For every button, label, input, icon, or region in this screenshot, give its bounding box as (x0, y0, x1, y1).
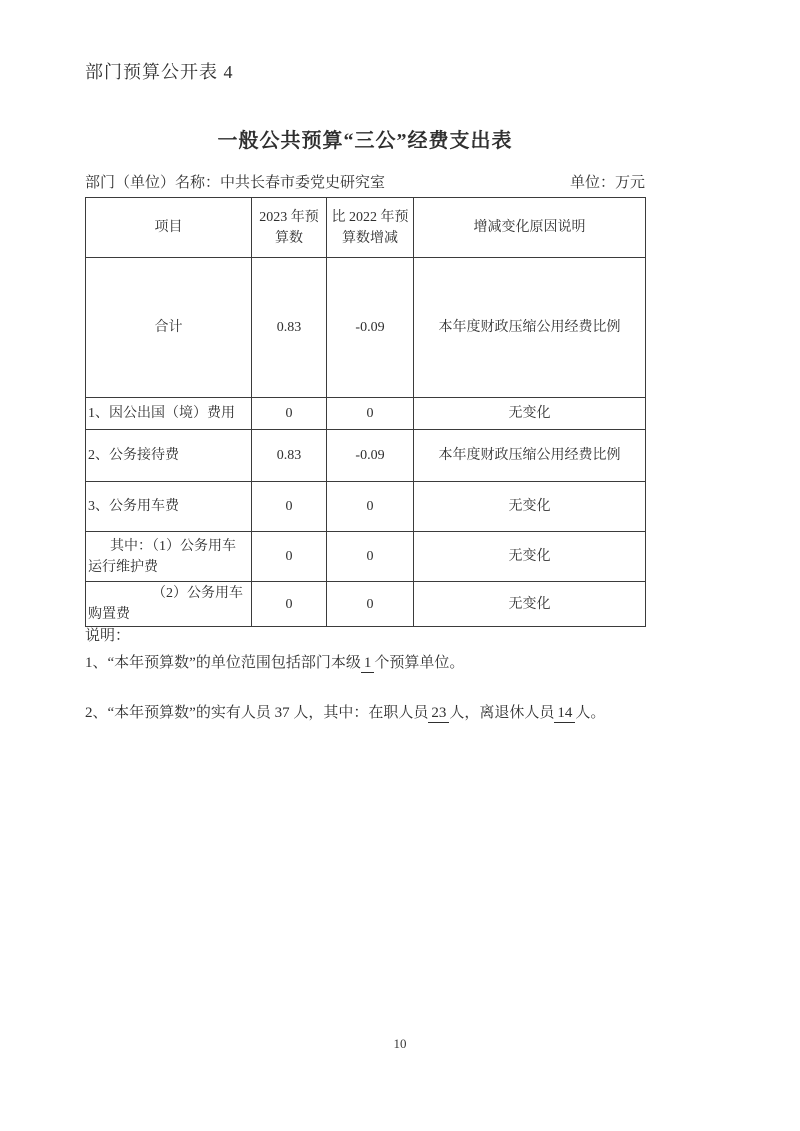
table-row (86, 532, 646, 582)
change-cell: -0.09 (327, 430, 414, 482)
note-line-1 (85, 651, 685, 672)
notes-heading: 说明： (85, 628, 131, 644)
department-name: 中共长春市委党史研究室 (220, 175, 386, 191)
page-title: 一般公共预算“三公”经费支出表 (217, 130, 513, 152)
header-item: 项目 (86, 198, 252, 258)
note1-text-end: 个预算单位。 (374, 655, 465, 671)
reason-cell: 无变化 (414, 482, 646, 532)
note1-text: 1、“本年预算数”的单位范围包括部门本级 (85, 655, 361, 671)
three-public-expense-table (85, 197, 646, 627)
reason-cell: 本年度财政压缩公用经费比例 (414, 258, 646, 398)
reason-cell: 无变化 (414, 398, 646, 430)
note2-underlined-value-2: 14 (554, 705, 575, 723)
header-change-vs-2022: 比 2022 年预算数增减 (327, 198, 414, 258)
note1-underlined-value: 1 (361, 655, 375, 673)
page-number: 10 (393, 1036, 407, 1051)
meta-row (85, 171, 645, 192)
reason-cell: 本年度财政压缩公用经费比例 (414, 430, 646, 482)
note-line-2 (85, 701, 725, 722)
header-budget-2023: 2023 年预算数 (252, 198, 327, 258)
change-cell: 0 (327, 482, 414, 532)
change-cell: 0 (327, 532, 414, 582)
table-header-row (86, 198, 646, 258)
reason-cell: 无变化 (414, 532, 646, 582)
budget-cell: 0 (252, 482, 327, 532)
item-cell: 3、公务用车费 (86, 482, 252, 532)
item-cell: （2）公务用车购置费 (86, 582, 252, 627)
budget-cell: 0 (252, 582, 327, 627)
budget-cell: 0 (252, 398, 327, 430)
note2-text: 2、“本年预算数”的实有人员 37 人，其中：在职人员 (85, 705, 429, 721)
reason-cell: 无变化 (414, 582, 646, 627)
note2-underlined-value-1: 23 (428, 705, 449, 723)
table-row (86, 482, 646, 532)
department-name-line (85, 171, 385, 192)
unit-label: 单位：万元 (569, 175, 645, 191)
change-cell: 0 (327, 582, 414, 627)
budget-cell: 0.83 (252, 258, 327, 398)
department-field-label: 部门（单位）名称： (85, 175, 221, 191)
doc-label: 部门预算公开表 4 (85, 62, 234, 82)
item-cell: 其中：（1）公务用车运行维护费 (86, 532, 252, 582)
note2-text-end: 人。 (575, 705, 606, 721)
budget-cell: 0.83 (252, 430, 327, 482)
note2-text-mid: 人，离退休人员 (449, 705, 555, 721)
item-cell: 1、因公出国（境）费用 (86, 398, 252, 430)
item-cell: 2、公务接待费 (86, 430, 252, 482)
table-row (86, 430, 646, 482)
header-reason: 增减变化原因说明 (414, 198, 646, 258)
table-row (86, 398, 646, 430)
table-row (86, 582, 646, 627)
change-cell: -0.09 (327, 258, 414, 398)
item-cell: 合计 (86, 258, 252, 398)
budget-cell: 0 (252, 532, 327, 582)
change-cell: 0 (327, 398, 414, 430)
table-row-total (86, 258, 646, 398)
